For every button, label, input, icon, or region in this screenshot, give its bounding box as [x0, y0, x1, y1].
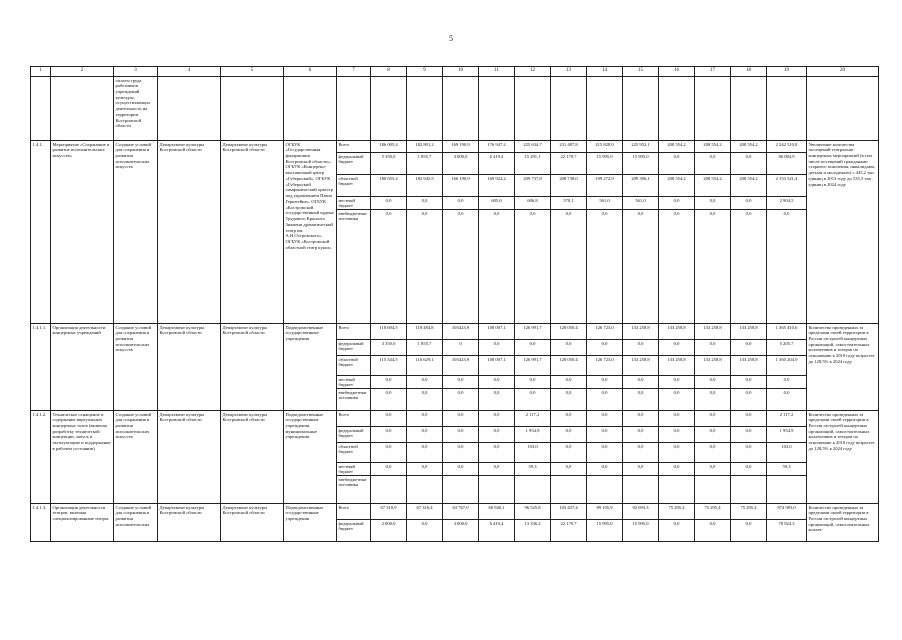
value-cell: 118 484,8 — [407, 324, 443, 340]
value-cell: 133 258,8 — [623, 356, 659, 376]
value-cell: 570,1 — [551, 197, 587, 210]
activity-name: Организация деятельности театров, включая специализированные театры — [51, 504, 114, 542]
value-cell: 68 940,1 — [479, 504, 515, 520]
value-cell: 133 258,8 — [695, 356, 731, 376]
activity-name: Техническое оснащение и содержание виртуальных концертных залов (включая разработку технической концепции, запуск и эксплуатацию и поддержание в рабочем состоянии) — [51, 411, 114, 504]
value-cell: 215 828,9 — [587, 141, 623, 153]
value-cell: 3 350,0 — [371, 340, 407, 356]
value-cell: 606,8 — [515, 197, 551, 210]
value-cell: 0,0 — [551, 210, 587, 324]
value-cell: 108 007,1 — [479, 324, 515, 340]
funding-source: Всего — [337, 411, 371, 427]
value-cell: 0,0 — [731, 520, 767, 542]
column-number: 2 — [51, 67, 114, 77]
value-cell: 874 983,0 — [767, 504, 807, 520]
table-row — [31, 411, 879, 427]
value-cell: 128 050,4 — [551, 356, 587, 376]
funding-source: Всего — [337, 504, 371, 520]
value-cell: 126 723,0 — [587, 324, 623, 340]
value-cell: 0,0 — [479, 376, 515, 389]
value-cell: 103,0 — [767, 443, 807, 463]
value-cell: 0,0 — [623, 389, 659, 411]
value-cell: 1 954,9 — [767, 427, 807, 443]
responsible-executor: Департамент культуры Костромской области — [158, 141, 221, 324]
empty-cell — [284, 77, 337, 141]
value-cell: 103,0 — [515, 443, 551, 463]
value-cell: 0,0 — [479, 427, 515, 443]
value-cell: 67 310,9 — [371, 504, 407, 520]
activity-goal: Создание условий для сохранения и развития исполнительских искусств — [114, 411, 158, 504]
page-number: 5 — [449, 34, 453, 43]
funding-source: местный бюджет — [337, 376, 371, 389]
value-cell: 0,0 — [551, 463, 587, 476]
value-cell: 176 947,2 — [479, 141, 515, 153]
value-cell: 0,0 — [695, 340, 731, 356]
activity-goal: Создание условий для сохранения и развития исполнительских искусств — [114, 141, 158, 324]
value-cell: 0,0 — [659, 210, 695, 324]
funding-source: Всего — [337, 141, 371, 153]
value-cell: 3 000,0 — [443, 520, 479, 542]
funding-source: внебюджетные источники — [337, 210, 371, 324]
value-cell: 0,0 — [623, 443, 659, 463]
column-number: 13 — [551, 67, 587, 77]
value-cell: 0,0 — [731, 411, 767, 427]
column-number: 16 — [659, 67, 695, 77]
value-cell: 0,0 — [551, 340, 587, 356]
expected-result: Количество проведенных за пределами своей территории в России гастролей концертных организаций, самостоятельных коллективов и театров по отношению к 2010 году возрастет до 128,5% к 2024 году — [807, 411, 879, 504]
co-executor: Департамент культуры Костромской области — [221, 324, 284, 411]
empty-cell — [31, 77, 51, 141]
value-cell: 0,0 — [731, 197, 767, 210]
value-cell: 0,0 — [587, 443, 623, 463]
value-cell: 0,0 — [479, 411, 515, 427]
value-cell: 133 258,8 — [731, 324, 767, 340]
value-cell: 133 258,8 — [659, 356, 695, 376]
activity-name: Организация деятельности концертных учреждений — [51, 324, 114, 411]
value-cell: 133 258,8 — [695, 324, 731, 340]
value-cell: 0,0 — [515, 210, 551, 324]
value-cell: 0,0 — [587, 411, 623, 427]
column-number: 7 — [337, 67, 371, 77]
responsible-executor: Департамент культуры Костромской области — [158, 504, 221, 542]
value-cell: 0,0 — [479, 463, 515, 476]
value-cell: 75 295,4 — [695, 504, 731, 520]
value-cell: 0,0 — [479, 389, 515, 411]
value-cell: 0,0 — [371, 376, 407, 389]
value-cell: 561,0 — [623, 197, 659, 210]
value-cell: 5 350,0 — [371, 153, 407, 175]
value-cell: 0,0 — [695, 443, 731, 463]
empty-cell — [407, 77, 443, 141]
value-cell: 0,0 — [443, 210, 479, 324]
value-cell: 0,0 — [767, 376, 807, 389]
activity-name: Мероприятие «Сохранение и развитие исполнительских искусств» — [51, 141, 114, 324]
value-cell: 0,0 — [443, 463, 479, 476]
value-cell: 0,0 — [479, 210, 515, 324]
value-cell: 115 344,5 — [371, 356, 407, 376]
column-number: 12 — [515, 67, 551, 77]
value-cell: 605,6 — [479, 197, 515, 210]
value-cell: 1 855,7 — [407, 153, 443, 175]
empty-cell — [371, 77, 407, 141]
value-cell: 0,0 — [659, 411, 695, 427]
value-cell: 2 153 521,4 — [767, 175, 807, 197]
value-cell: 209 396,1 — [623, 175, 659, 197]
value-cell: 0,0 — [731, 463, 767, 476]
value-cell: 0,0 — [443, 197, 479, 210]
column-number: 1 — [31, 67, 51, 77]
value-cell: 209 737,8 — [515, 175, 551, 197]
value-cell: 75 295,4 — [731, 504, 767, 520]
column-number: 4 — [158, 67, 221, 77]
participants: Подведомственные государственные учреждения — [284, 504, 337, 542]
value-cell: 0,0 — [407, 443, 443, 463]
value-cell: 0,0 — [623, 427, 659, 443]
table-row — [31, 141, 879, 153]
value-cell: 22 179,7 — [551, 520, 587, 542]
value-cell: 208 554,2 — [695, 141, 731, 153]
funding-source: федеральный бюджет — [337, 340, 371, 356]
value-cell: 0,0 — [623, 376, 659, 389]
value-cell: 0,0 — [695, 376, 731, 389]
value-cell: 2 117,2 — [515, 411, 551, 427]
expected-result: Количество проведенных за пределами своей территории в России гастролей концертных организаций, самостоятельных коллек- — [807, 504, 879, 542]
value-cell: 0,0 — [551, 427, 587, 443]
value-cell: 92 693,3 — [623, 504, 659, 520]
value-cell: 199 272,9 — [587, 175, 623, 197]
value-cell: 0,0 — [767, 389, 807, 411]
value-cell: 0,0 — [443, 389, 479, 411]
value-cell: 208 554,2 — [659, 141, 695, 153]
value-cell: 0,0 — [587, 210, 623, 324]
value-cell: 89 105,9 — [587, 504, 623, 520]
value-cell: 208 738,0 — [551, 175, 587, 197]
value-cell: 75 295,4 — [659, 504, 695, 520]
funding-source: областной бюджет — [337, 356, 371, 376]
value-cell: 0,0 — [731, 153, 767, 175]
value-cell: 0,0 — [731, 443, 767, 463]
value-cell: 0,0 — [407, 210, 443, 324]
value-cell: 0,0 — [623, 463, 659, 476]
funding-source: внебюджетные источники — [337, 476, 371, 504]
column-number: 15 — [623, 67, 659, 77]
value-cell: 231 487,8 — [551, 141, 587, 153]
value-cell: 225 952,1 — [623, 141, 659, 153]
value-cell: 0,0 — [479, 443, 515, 463]
value-cell: 15 995,0 — [587, 520, 623, 542]
value-cell: 0,0 — [695, 197, 731, 210]
responsible-executor: Департамент культуры Костромской области — [158, 411, 221, 504]
value-cell: 0,0 — [443, 427, 479, 443]
value-cell: 0,0 — [659, 389, 695, 411]
value-cell: 0,0 — [515, 376, 551, 389]
value-cell: 0,0 — [407, 427, 443, 443]
activity-number: 1.4.1.2. — [31, 411, 51, 504]
column-number: 5 — [221, 67, 284, 77]
co-executor: Департамент культуры Костромской области — [221, 141, 284, 324]
value-cell: 0,0 — [371, 210, 407, 324]
value-cell: 1 360 204,9 — [767, 356, 807, 376]
value-cell: 103 437,4 — [551, 504, 587, 520]
value-cell: 0,0 — [659, 427, 695, 443]
value-cell: 182 801,2 — [407, 141, 443, 153]
value-cell: 0,0 — [407, 411, 443, 427]
value-cell: 0,0 — [695, 210, 731, 324]
value-cell: 116 629,1 — [407, 356, 443, 376]
value-cell: 169 922,2 — [479, 175, 515, 197]
empty-cell — [767, 77, 807, 141]
value-cell: 0 — [443, 340, 479, 356]
participants: Подведомственные государственные учреждения, муниципальные учреждения — [284, 411, 337, 504]
empty-cell — [551, 77, 587, 141]
value-cell — [587, 476, 623, 504]
value-cell: 0,0 — [371, 197, 407, 210]
column-number: 3 — [114, 67, 158, 77]
value-cell: 0,0 — [659, 153, 695, 175]
value-cell: 15 291,1 — [515, 153, 551, 175]
value-cell: 0,0 — [659, 376, 695, 389]
empty-cell — [221, 77, 284, 141]
value-cell: 0,0 — [587, 376, 623, 389]
funding-source: федеральный бюджет — [337, 153, 371, 175]
value-cell: 133 258,8 — [731, 356, 767, 376]
value-cell: 0,0 — [767, 210, 807, 324]
value-cell: 0,0 — [407, 376, 443, 389]
value-cell: 59,3 — [515, 463, 551, 476]
value-cell: 0,0 — [371, 463, 407, 476]
value-cell: 0,0 — [479, 340, 515, 356]
column-number: 20 — [807, 67, 879, 77]
value-cell: 126 991,7 — [515, 324, 551, 340]
value-cell: 0,0 — [731, 210, 767, 324]
value-cell: 22 179,7 — [551, 153, 587, 175]
value-cell: 0,0 — [623, 340, 659, 356]
value-cell: 169 190,9 — [443, 141, 479, 153]
funding-source: внебюджетные источники — [337, 389, 371, 411]
empty-cell — [587, 77, 623, 141]
value-cell: 126 991,7 — [515, 356, 551, 376]
funding-source: федеральный бюджет — [337, 427, 371, 443]
column-number: 19 — [767, 67, 807, 77]
value-cell: 0,0 — [407, 463, 443, 476]
value-cell: 133 258,8 — [659, 324, 695, 340]
activity-number: 1.4.1.1. — [31, 324, 51, 411]
value-cell: 133 258,8 — [623, 324, 659, 340]
value-cell: 0,0 — [407, 197, 443, 210]
value-cell — [371, 476, 407, 504]
value-cell — [695, 476, 731, 504]
value-cell: 0,0 — [731, 376, 767, 389]
value-cell: 15 995,0 — [587, 153, 623, 175]
activity-goal: Создание условий для сохранения и развития исполнительских искусств — [114, 324, 158, 411]
empty-cell — [695, 77, 731, 141]
activity-number: 1.4.1. — [31, 141, 51, 324]
column-number: 14 — [587, 67, 623, 77]
value-cell: 208 554,2 — [731, 175, 767, 197]
value-cell: 126 723,0 — [587, 356, 623, 376]
column-number: 17 — [695, 67, 731, 77]
value-cell: 0,0 — [659, 463, 695, 476]
value-cell: 0,0 — [623, 411, 659, 427]
expected-result: Количество проведенных за пределами своей территории в России гастролей концертных организаций, самостоятельных коллективов и театров по отношению к 2010 году возрастет до 128,5% к 2024 году — [807, 324, 879, 411]
value-cell: 180 655,4 — [371, 175, 407, 197]
goal-cell: оплаты труда работников учреждений культуры, осуществляющих деятельность на территории Костромской области — [114, 77, 158, 141]
value-cell — [659, 476, 695, 504]
value-cell: 0,0 — [695, 411, 731, 427]
value-cell: 2 117,2 — [767, 411, 807, 427]
empty-cell — [515, 77, 551, 141]
value-cell — [731, 476, 767, 504]
value-cell: 2 242 510,8 — [767, 141, 807, 153]
empty-cell — [659, 77, 695, 141]
column-number: 8 — [371, 67, 407, 77]
value-cell: 0,0 — [371, 427, 407, 443]
value-cell: 63 767,0 — [443, 504, 479, 520]
value-cell: 15 995,0 — [623, 153, 659, 175]
activity-number: 1.4.1.3. — [31, 504, 51, 542]
value-cell — [767, 476, 807, 504]
value-cell: 0,0 — [587, 463, 623, 476]
empty-cell — [623, 77, 659, 141]
funding-source: федеральный бюджет — [337, 520, 371, 542]
empty-cell — [51, 77, 114, 141]
value-cell: 128 050,4 — [551, 324, 587, 340]
value-cell: 186 005,4 — [371, 141, 407, 153]
value-cell: 0,0 — [659, 443, 695, 463]
value-cell: 105423,9 — [443, 324, 479, 340]
participants: ОГБУК «Государственная филармония Костромской области»; ОГБУК «Концертно-выставочный центр «Губернский»; ОГБУК «Губернский симфонический оркестр под управлением Павла Герштейна», ОГБУК «Костромской государственный ордена Трудового Красного Знамени драматический театр им. А.Н.Островского», ОГБУК «Костромской областной театр кукол» — [284, 141, 337, 324]
value-cell: 0,0 — [371, 411, 407, 427]
value-cell: 6 419,4 — [479, 153, 515, 175]
value-cell: 0,0 — [371, 443, 407, 463]
value-cell: 0,0 — [587, 340, 623, 356]
continuation-row — [31, 77, 879, 141]
value-cell: 0,0 — [731, 340, 767, 356]
value-cell — [443, 476, 479, 504]
value-cell: 118 694,5 — [371, 324, 407, 340]
value-cell: 225 634,7 — [515, 141, 551, 153]
program-table — [30, 66, 879, 542]
empty-cell — [158, 77, 221, 141]
empty-cell — [443, 77, 479, 141]
co-executor: Департамент культуры Костромской области — [221, 504, 284, 542]
column-number-row — [31, 67, 879, 77]
value-cell: 0,0 — [695, 427, 731, 443]
value-cell: 6 419,4 — [479, 520, 515, 542]
activity-goal: Создание условий для сохранения и развития исполнительских — [114, 504, 158, 542]
value-cell: 0,0 — [515, 389, 551, 411]
value-cell: 166 190,9 — [443, 175, 479, 197]
empty-cell — [731, 77, 767, 141]
value-cell: 96 525,8 — [515, 504, 551, 520]
value-cell: 208 554,2 — [659, 175, 695, 197]
value-cell: 0,0 — [443, 411, 479, 427]
value-cell — [479, 476, 515, 504]
value-cell: 15 995,0 — [623, 520, 659, 542]
funding-source: местный бюджет — [337, 463, 371, 476]
value-cell: 0,0 — [515, 340, 551, 356]
value-cell: 105423,9 — [443, 356, 479, 376]
value-cell: 2 904,5 — [767, 197, 807, 210]
empty-cell — [337, 77, 371, 141]
value-cell: 67 316,4 — [407, 504, 443, 520]
value-cell: 59,3 — [767, 463, 807, 476]
empty-cell — [479, 77, 515, 141]
value-cell: 0,0 — [731, 389, 767, 411]
value-cell — [407, 476, 443, 504]
value-cell: 0,0 — [659, 197, 695, 210]
value-cell: 0,0 — [443, 376, 479, 389]
value-cell: 1 954,9 — [515, 427, 551, 443]
value-cell: 0,0 — [659, 340, 695, 356]
value-cell: 0,0 — [587, 389, 623, 411]
co-executor: Департамент культуры Костромской области — [221, 411, 284, 504]
value-cell: 0,0 — [695, 153, 731, 175]
value-cell — [515, 476, 551, 504]
value-cell: 0,0 — [443, 443, 479, 463]
value-cell — [551, 476, 587, 504]
value-cell: 0,0 — [551, 389, 587, 411]
value-cell: 208 554,2 — [695, 175, 731, 197]
table-row — [31, 324, 879, 340]
value-cell: 0,0 — [407, 389, 443, 411]
value-cell: 0,0 — [551, 411, 587, 427]
funding-source: областной бюджет — [337, 175, 371, 197]
responsible-executor: Департамент культуры Костромской области — [158, 324, 221, 411]
column-number: 10 — [443, 67, 479, 77]
value-cell: 78 924,3 — [767, 520, 807, 542]
value-cell: 0,0 — [551, 376, 587, 389]
value-cell: 1 365 410,6 — [767, 324, 807, 340]
expected-result: Увеличение количества посещений театрально-концертных мероприятий (в том числе посещений гражданами старшего поколения, инвалидами, детьми и молодежью) с 445,2 тыс. единиц в 2013 году до 535,5 тыс. единиц в 2024 году — [807, 141, 879, 324]
value-cell: 0,0 — [587, 427, 623, 443]
value-cell: 182 945,5 — [407, 175, 443, 197]
funding-source: Всего — [337, 324, 371, 340]
column-number: 11 — [479, 67, 515, 77]
column-number: 18 — [731, 67, 767, 77]
table-row — [31, 504, 879, 520]
value-cell: 0,0 — [551, 443, 587, 463]
value-cell: 0,0 — [659, 520, 695, 542]
value-cell: 3 000,0 — [443, 153, 479, 175]
value-cell: 86 084,9 — [767, 153, 807, 175]
value-cell: 561,0 — [587, 197, 623, 210]
participants: Подведомственные государственные учреждения — [284, 324, 337, 411]
funding-source: областной бюджет — [337, 443, 371, 463]
value-cell: 0,0 — [695, 520, 731, 542]
value-cell — [623, 476, 659, 504]
value-cell: 0,0 — [695, 389, 731, 411]
value-cell: 0,0 — [731, 427, 767, 443]
value-cell: 0,0 — [407, 520, 443, 542]
column-number: 9 — [407, 67, 443, 77]
value-cell: 0,0 — [695, 463, 731, 476]
funding-source: местный бюджет — [337, 197, 371, 210]
value-cell: 5 205,7 — [767, 340, 807, 356]
value-cell: 0,0 — [371, 389, 407, 411]
value-cell: 13 336,2 — [515, 520, 551, 542]
value-cell: 2 000,0 — [371, 520, 407, 542]
empty-cell — [807, 77, 879, 141]
value-cell: 1 855,7 — [407, 340, 443, 356]
column-number: 6 — [284, 67, 337, 77]
value-cell: 108 007,1 — [479, 356, 515, 376]
value-cell: 0,0 — [623, 210, 659, 324]
value-cell: 208 554,2 — [731, 141, 767, 153]
